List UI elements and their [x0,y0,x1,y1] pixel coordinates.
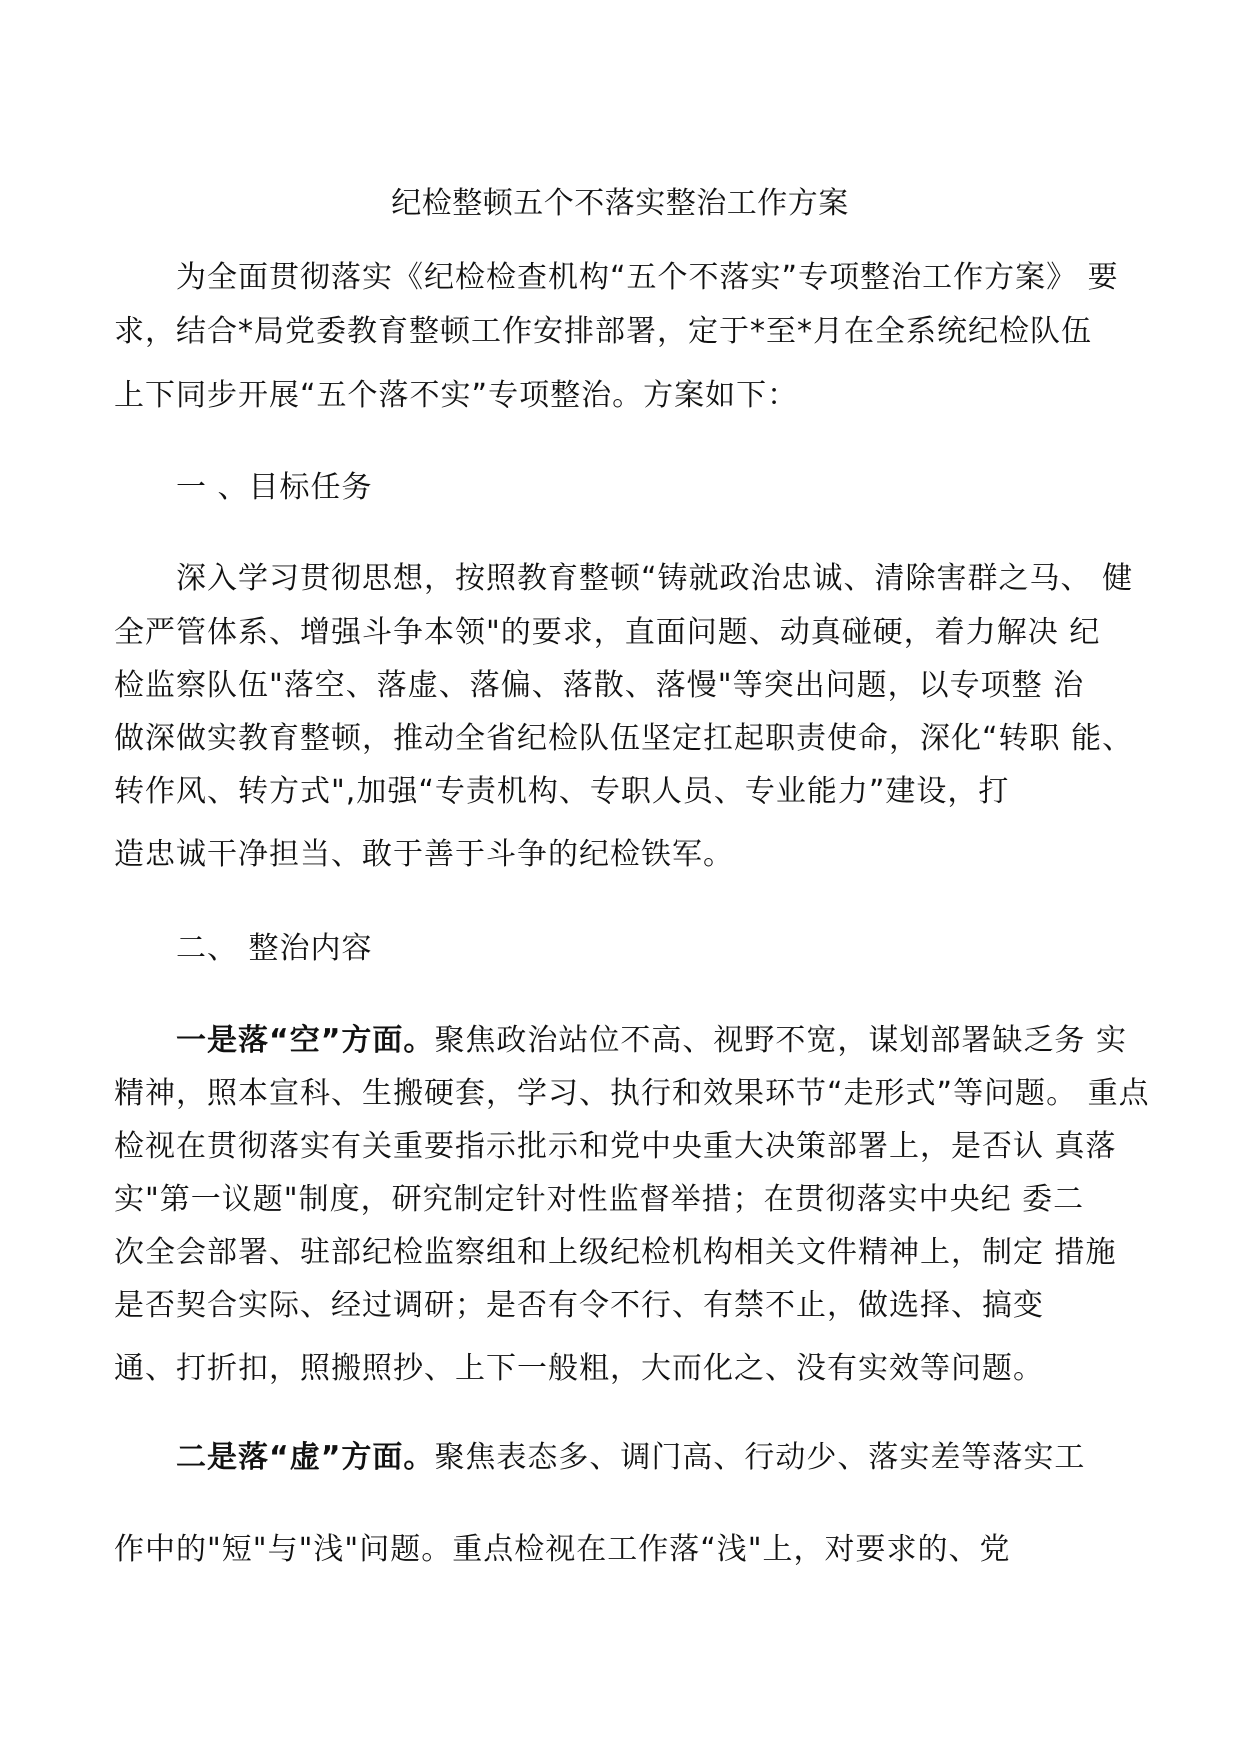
section-heading: 二、 整治内容 [176,931,373,966]
paragraph-line: 检监察队伍"落空、落虚、落偏、落散、落慢"等突出问题，以专项整 治 [114,668,1085,703]
paragraph-line: 次全会部署、驻部纪检监察组和上级纪检机构相关文件精神上，制定 措施 [114,1235,1117,1270]
section-heading: 一 、目标任务 [176,470,373,505]
paragraph-line: 检视在贯彻落实有关重要指示批示和党中央重大决策部署上，是否认 真落 [114,1129,1117,1164]
paragraph-line: 深入学习贯彻思想，按照教育整顿“铸就政治忠诚、清除害群之马、 健 [176,561,1134,596]
intro-line: 为全面贯彻落实《纪检检查机构“五个不落实”专项整治工作方案》 要 [176,260,1119,295]
item-first-line [176,1015,1127,1059]
intro-line: 上下同步开展“五个落不实”专项整治。方案如下： [114,378,799,413]
document-title: 纪检整顿五个不落实整治工作方案 [391,186,849,221]
intro-line: 求，结合*局党委教育整顿工作安排部署，定于*至*月在全系统纪检队伍 [114,314,1092,349]
paragraph-line: 作中的"短"与"浅"问题。重点检视在工作落“浅"上，对要求的、党 [114,1532,1011,1567]
paragraph-line: 造忠诚干净担当、敢于善于斗争的纪检铁军。 [114,837,734,872]
item-lead: 二是落“虚”方面。 [176,1440,435,1475]
paragraph-line: 精神，照本宣科、生搬硬套，学习、执行和效果环节“走形式”等问题。 重点 [114,1076,1150,1111]
paragraph-line: 转作风、转方式",加强“专责机构、专职人员、专业能力”建设，打 [114,774,1010,809]
item-first-line [176,1432,1085,1476]
paragraph-line: 全严管体系、增强斗争本领"的要求，直面问题、动真碰硬，着力解决 纪 [114,615,1101,650]
item-text: 聚焦政治站位不高、视野不宽，谋划部署缺乏务 实 [434,1023,1127,1058]
paragraph-line: 做深做实教育整顿，推动全省纪检队伍坚定扛起职责使命，深化“转职 能、 [114,721,1134,756]
item-text: 聚焦表态多、调门高、行动少、落实差等落实工 [434,1440,1086,1475]
paragraph-line: 实"第一议题"制度，研究制定针对性监督举措；在贯彻落实中央纪 委二 [114,1182,1085,1217]
paragraph-line: 通、打折扣，照搬照抄、上下一般粗，大而化之、没有实效等问题。 [114,1351,1044,1386]
item-lead: 一是落“空”方面。 [176,1023,435,1058]
paragraph-line: 是否契合实际、经过调研；是否有令不行、有禁不止，做选择、搞变 [114,1288,1044,1323]
